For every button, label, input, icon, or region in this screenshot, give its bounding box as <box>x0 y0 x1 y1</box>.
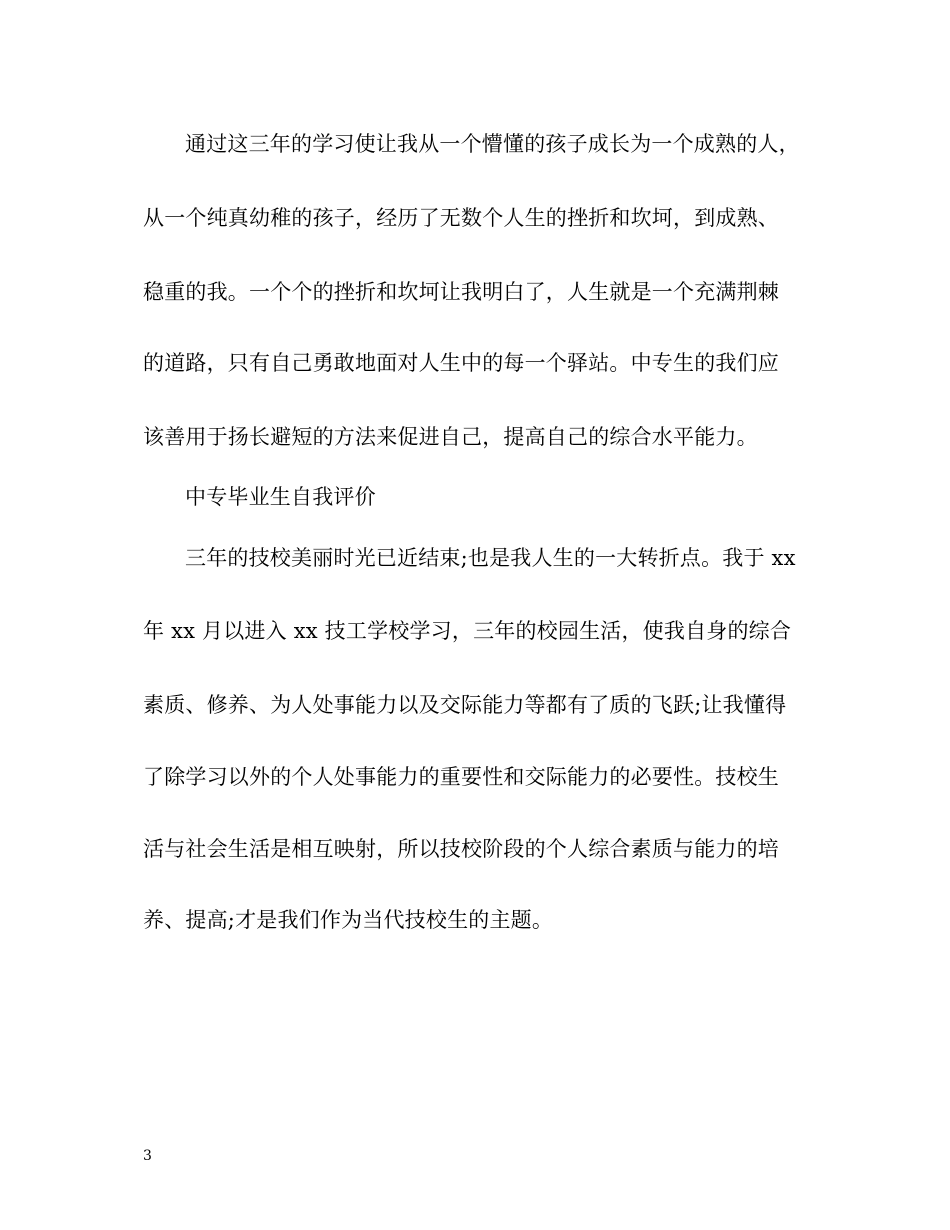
paragraph-2-line-4: 了除学习以外的个人处事能力的重要性和交际能力的必要性。技校生 <box>143 765 779 789</box>
paragraph-1-line-1: 通过这三年的学习使让我从一个懵懂的孩子成长为一个成熟的人， <box>185 132 800 156</box>
paragraph-1-line-5: 该善用于扬长避短的方法来促进自己，提高自己的综合水平能力。 <box>143 425 758 449</box>
paragraph-2-line-5: 活与社会生活是相互映射，所以技校阶段的个人综合素质与能力的培 <box>143 837 779 861</box>
paragraph-1-line-4: 的道路，只有自己勇敢地面对人生中的每一个驿站。中专生的我们应 <box>143 351 779 375</box>
paragraph-1-line-2: 从一个纯真幼稚的孩子，经历了无数个人生的挫折和坎坷，到成熟、 <box>143 206 779 230</box>
paragraph-2-line-2: 年 xx 月以进入 xx 技工学校学习，三年的校园生活，使我自身的综合 <box>143 619 792 643</box>
page-number: 3 <box>143 1148 152 1164</box>
paragraph-2-line-3: 素质、修养、为人处事能力以及交际能力等都有了质的飞跃;让我懂得 <box>143 693 787 717</box>
section-heading: 中专毕业生自我评价 <box>185 485 376 509</box>
paragraph-1-line-3: 稳重的我。一个个的挫折和坎坷让我明白了，人生就是一个充满荆棘 <box>143 280 779 304</box>
paragraph-2-line-1: 三年的技校美丽时光已近结束;也是我人生的一大转折点。我于 xx <box>185 546 796 570</box>
paragraph-2-line-6: 养、提高;才是我们作为当代技校生的主题。 <box>143 908 554 932</box>
